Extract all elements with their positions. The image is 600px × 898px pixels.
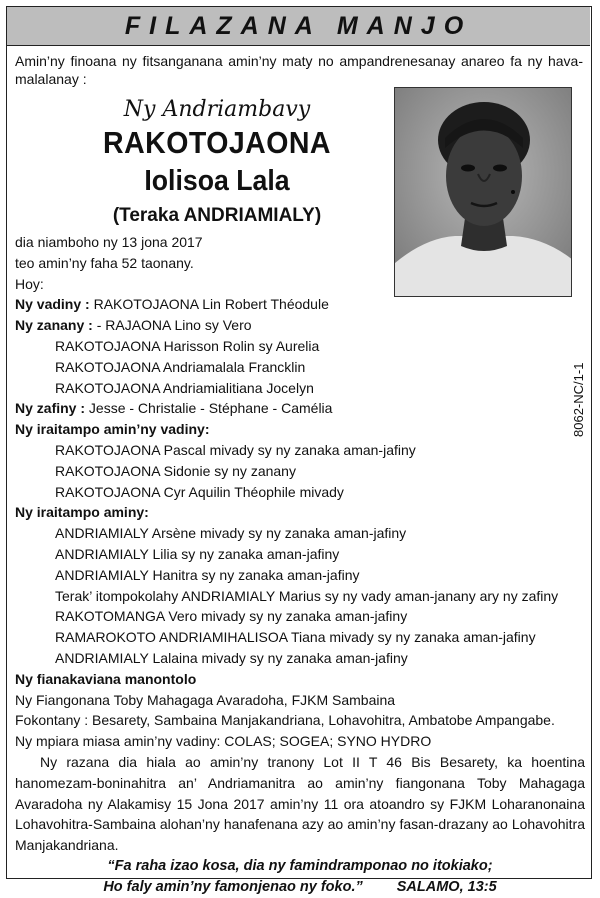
- obituary-body: [15, 232, 585, 898]
- deceased-maiden-name: (Teraka ANDRIAMIALY): [112, 205, 322, 226]
- fokontany-line: Fokontany : Besarety, Sambaina Manjakandriana, Lohavohitra, Ambatobe Ampangabe.: [15, 712, 555, 729]
- detail-line: Hoy:: [15, 275, 44, 292]
- church-line: Ny Fiangonana Toby Mahagaga Avaradoha, FJKM Sambaina: [15, 691, 396, 708]
- deceased-surname: RAKOTOJAONA: [103, 125, 331, 160]
- own-family-item: ANDRIAMIALY Hanitra sy ny zanaka aman-jafiny: [55, 566, 360, 583]
- child-name: RAKOTOJAONA Andriamialitiana Jocelyn: [55, 379, 314, 396]
- colleagues-line: Ny mpiara miasa amin’ny vadiny: COLAS; SOGEA; SYNO HYDRO: [15, 733, 432, 750]
- own-family-item: ANDRIAMIALY Lilia sy ny zanaka aman-jafiny: [55, 545, 340, 562]
- spouse-label: Ny vadiny :: [15, 296, 90, 313]
- child-name: RAKOTOJAONA Harisson Rolin sy Aurelia: [55, 337, 320, 354]
- own-family-item: ANDRIAMIALY Lalaina mivady sy ny zanaka aman-jafiny: [55, 649, 408, 666]
- child-name: - RAJAONA Lino sy Vero: [92, 317, 252, 334]
- extended-family-label: Ny fianakaviana manontolo: [15, 670, 197, 687]
- own-family-label: Ny iraitampo aminy:: [15, 504, 149, 521]
- funeral-announcement: Ny razana dia hiala ao amin’ny tranony Lot II T 46 Bis Besarety, ka hoentina hanomezam-boninahitra an’ Andriamanitra ao amin’ny fiangonana Toby Mahagaga Avaradoha ny Alakamisy 15 Jona 2017 amin’ny 11 ora atoandro sy FJKM Loharanonaina Lohavohitra-Sambaina alohan’ny hanafenana azy ao amin’ny fasan-drazany ao Lohavohitra Manjakandriana.: [15, 753, 585, 854]
- quote-line-1: “Fa raha izao kosa, dia ny famindramponao no itokiako;: [107, 857, 493, 874]
- grandchildren-label: Ny zafiny :: [15, 400, 86, 417]
- detail-line: teo amin’ny faha 52 taonany.: [15, 254, 194, 271]
- deceased-given-names: Iolisoa Lala: [144, 165, 290, 197]
- quote-source: SALAMO, 13:5: [396, 878, 497, 895]
- own-family-item: ANDRIAMIALY Arsène mivady sy ny zanaka aman-jafiny: [55, 525, 407, 542]
- reference-code: 8062-NC/1-1: [571, 362, 586, 437]
- children-label: Ny zanany :: [15, 317, 93, 334]
- husband-family-label: Ny iraitampo amin’ny vadiny:: [15, 421, 210, 438]
- grandchildren-line: [15, 398, 585, 419]
- spouse-line: [15, 294, 585, 315]
- intro-text: Amin’ny finoana ny fitsanganana amin’ny maty no ampandrenesanay anareo fa ny hava-malalanay :: [15, 53, 583, 87]
- husband-family-item: RAKOTOJAONA Sidonie sy ny zanany: [55, 462, 296, 479]
- honorific: Ny Andriambavy: [123, 97, 311, 122]
- detail-line: dia niamboho ny 13 jona 2017: [15, 234, 203, 250]
- obituary-frame: [6, 6, 592, 895]
- own-family-item: Terak’ itompokolahy ANDRIAMIALY Marius sy ny vady aman-janany ary ny zafiny: [55, 587, 559, 604]
- spouse-name: RAKOTOJAONA Lin Robert Théodule: [89, 296, 329, 313]
- quote-text: Ho faly amin’ny famonjenao ny foko.”: [103, 878, 363, 895]
- own-family-item: RAMAROKOTO ANDRIAMIHALISOA Tiana mivady sy ny zanaka aman-jafiny: [55, 629, 536, 646]
- quote-line-2: [15, 877, 585, 898]
- children-line: [15, 315, 585, 336]
- child-name: RAKOTOJAONA Andriamalala Francklin: [55, 358, 306, 375]
- husband-family-item: RAKOTOJAONA Cyr Aquilin Théophile mivady: [55, 483, 344, 500]
- header-banner: [7, 7, 590, 46]
- grandchildren-names: Jesse - Christalie - Stéphane - Camélia: [85, 400, 333, 417]
- header-title: FILAZANA MANJO: [124, 11, 473, 40]
- own-family-item: RAKOTOMANGA Vero mivady sy ny zanaka aman-jafiny: [55, 608, 408, 625]
- husband-family-item: RAKOTOJAONA Pascal mivady sy ny zanaka aman-jafiny: [55, 441, 416, 458]
